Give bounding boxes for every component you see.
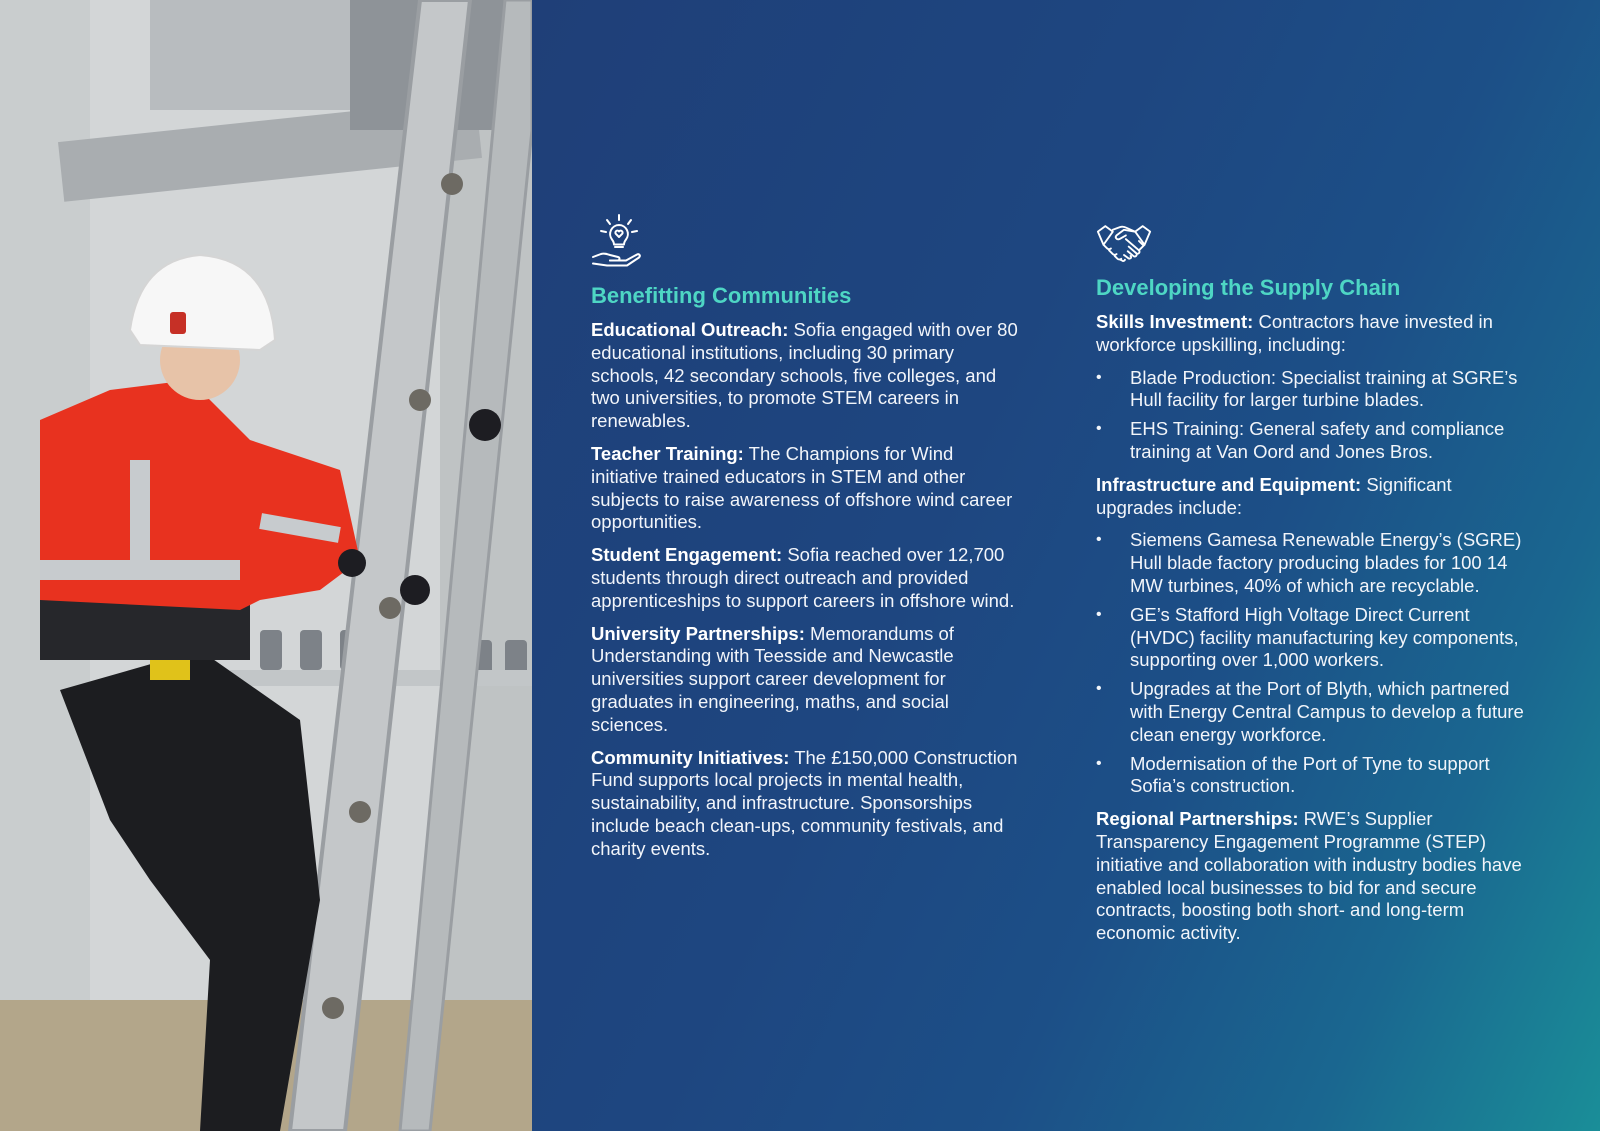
text-educational-outreach: Sofia engaged with over 80 educational institutions, including 30 primary schools, 42 secondary schools, five colleges, and two universities, to promote STEM careers in renewables. — [591, 319, 1018, 432]
list-item: • Blade Production: Specialist training at SGRE’s Hull facility for larger turbine blades. — [1096, 367, 1526, 413]
technician-illustration — [0, 0, 532, 1131]
handshake-icon — [1096, 213, 1152, 269]
text-student-engagement: Sofia reached over 12,700 students through direct outreach and provided apprenticeships to support careers in offshore wind. — [591, 544, 1015, 611]
label-infrastructure: Infrastructure and Equipment: — [1096, 473, 1362, 495]
label-community-initiatives: Community Initiatives: — [591, 746, 790, 768]
list-item: • Siemens Gamesa Renewable Energy’s (SGRE) Hull blade factory producing blades for 100 14 MW turbines, 40% of which are recyclable. — [1096, 529, 1526, 597]
infrastructure-bullet-list — [1096, 529, 1526, 798]
text-teacher-training: The Champions for Wind initiative trained educators in STEM and other subjects to raise awareness of offshore wind career opportunities. — [591, 442, 1013, 533]
section-heading: Developing the Supply Chain — [1096, 275, 1401, 300]
paragraph-educational-outreach — [591, 319, 1021, 433]
label-university-partnerships: University Partnerships: — [591, 622, 805, 644]
paragraph-regional-partnerships — [1096, 808, 1526, 945]
skills-bullet-list — [1096, 367, 1526, 464]
paragraph-teacher-training — [591, 443, 1021, 534]
paragraph-infrastructure — [1096, 474, 1526, 520]
text-infrastructure: Significant upgrades include: — [1096, 473, 1452, 518]
paragraph-community-initiatives — [591, 747, 1021, 861]
paragraph-university-partnerships — [591, 623, 1021, 737]
text-regional-partnerships: RWE’s Supplier Transparency Engagement Programme (STEP) initiative and collaboration with industry bodies have enabled local businesses to bid for and secure contracts, boosting both short- and long-term economic activity. — [1096, 808, 1522, 944]
benefitting-communities-section — [591, 213, 1021, 871]
supply-chain-section — [1096, 213, 1526, 955]
list-item: • GE’s Stafford High Voltage Direct Current (HVDC) facility manufacturing key components, supporting over 1,000 workers. — [1096, 604, 1526, 672]
list-item: • EHS Training: General safety and compliance training at Van Oord and Jones Bros. — [1096, 418, 1526, 464]
label-teacher-training: Teacher Training: — [591, 442, 744, 464]
list-item: • Upgrades at the Port of Blyth, which partnered with Energy Central Campus to develop a future clean energy workforce. — [1096, 678, 1526, 746]
section-heading: Benefitting Communities — [591, 283, 852, 308]
label-skills-investment: Skills Investment: — [1096, 311, 1254, 332]
paragraph-student-engagement — [591, 544, 1021, 612]
paragraph-skills-investment — [1096, 311, 1526, 357]
text-university-partnerships: Memorandums of Understanding with Teesside and Newcastle universities support career development for graduates in engineering, maths, and social sciences. — [591, 622, 954, 735]
label-educational-outreach: Educational Outreach: — [591, 319, 789, 340]
label-regional-partnerships: Regional Partnerships: — [1096, 808, 1299, 830]
lightbulb-heart-hand-icon — [591, 213, 647, 269]
label-student-engagement: Student Engagement: — [591, 544, 783, 566]
text-skills-investment: Contractors have invested in workforce upskilling, including: — [1096, 311, 1493, 355]
list-item: • Modernisation of the Port of Tyne to support Sofia’s construction. — [1096, 753, 1526, 799]
text-community-initiatives: The £150,000 Construction Fund supports local projects in mental health, sustainability, and infrastructure. Sponsorships include beach clean-ups, community festivals, and charity events. — [591, 746, 1018, 859]
technician-photo — [0, 0, 532, 1131]
